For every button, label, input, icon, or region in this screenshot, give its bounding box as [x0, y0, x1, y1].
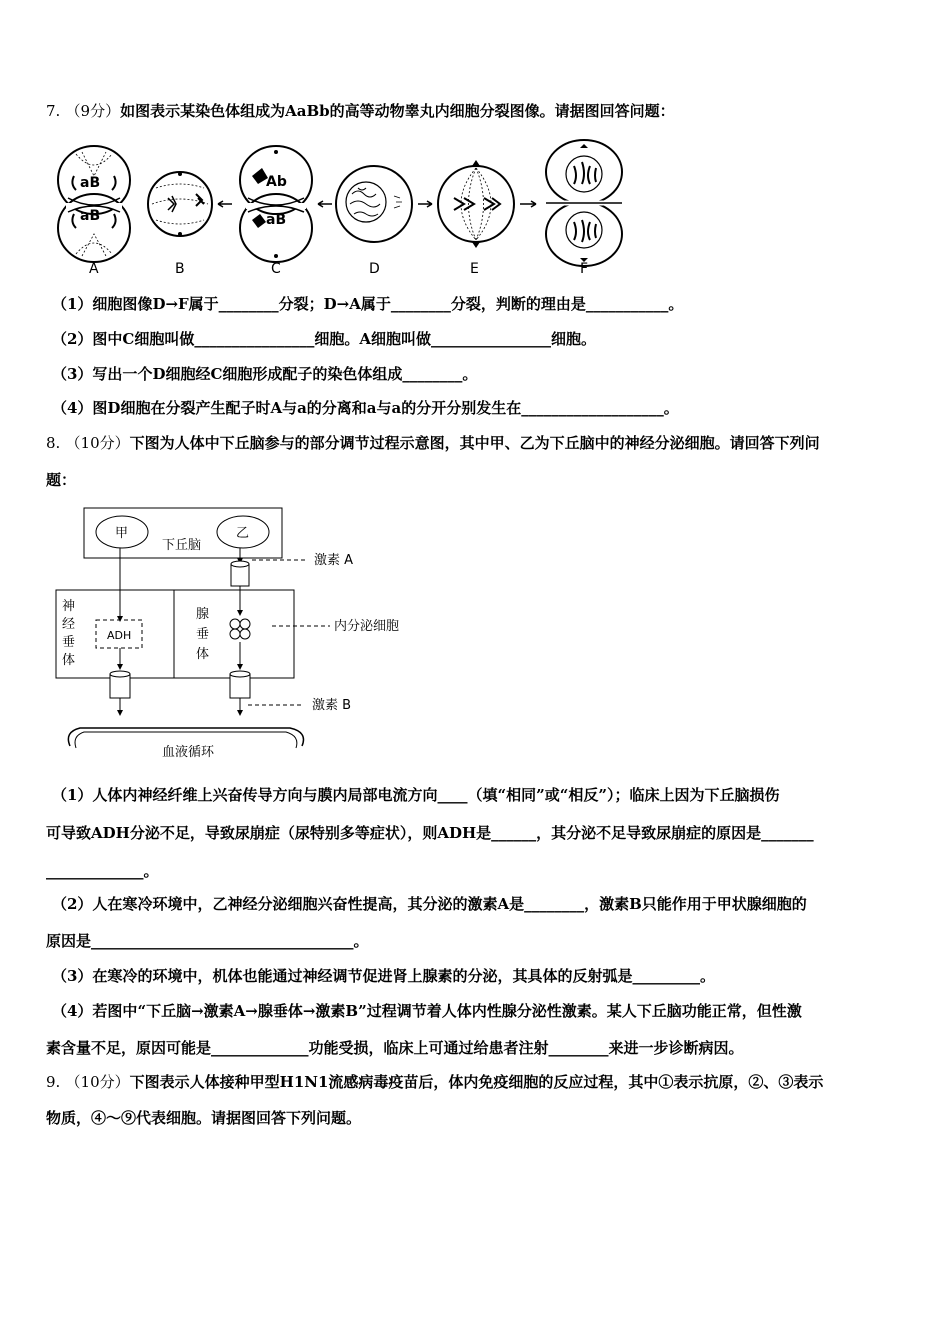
blood-label: 血液循环 [162, 745, 215, 760]
q7-score: （9分） [65, 102, 121, 120]
arrow-d-to-c [318, 201, 332, 207]
arrow-e-to-f [520, 201, 536, 207]
hormone-A-label: 激素 A [314, 553, 354, 568]
hypothalamus-label: 下丘脑 [162, 538, 202, 553]
cell-division-svg [46, 136, 646, 282]
label-C: C [271, 261, 281, 277]
q9-number: 9. [46, 1073, 61, 1091]
q8-sub2-line1: （2）人在寒冷环境中，乙神经分泌细胞兴奋性提高，其分泌的激素A是________，激素B只能作用于甲状腺细胞的 [52, 895, 807, 913]
q7-number: 7. [46, 102, 61, 120]
cell-C [240, 146, 312, 262]
q8-sub4-line2: 素含量不足，原因可能是_____________功能受损，临床上可通过给患者注射________来进一步诊断病因。 [46, 1039, 744, 1057]
q8-sub1-line2: 可导致ADH分泌不足，导致尿崩症（尿特别多等症状），则ADH是______，其分泌不足导致尿崩症的原因是_______ [46, 824, 814, 842]
q7-sub4: （4）图D细胞在分裂产生配子时A与a的分离和a与a的分开分别发生在___________________。 [52, 399, 679, 417]
hormone-B-label: 激素 B [312, 698, 352, 713]
adeno-pituitary-char2: 垂 [196, 627, 210, 642]
adeno-pituitary-char3: 体 [196, 647, 210, 662]
yi-label: 乙 [236, 526, 250, 541]
q7-stem-text: 如图表示某染色体组成为AaBb的高等动物睾丸内细胞分裂图像。请据图回答问题： [120, 102, 675, 120]
q7-sub3: （3）写出一个D细胞经C细胞形成配子的染色体组成________。 [52, 365, 478, 383]
cell-A-bottom-genes: aB [80, 208, 101, 224]
q8-sub4-line1: （4）若图中“下丘脑→激素A→腺垂体→激素B”过程调节着人体内性腺分泌性激素。某人下丘脑功能正常，但性激 [52, 1002, 802, 1020]
neuro-pituitary-char3: 垂 [62, 635, 76, 650]
q8-sub3: （3）在寒冷的环境中，机体也能通过神经调节促进肾上腺素的分泌，其具体的反射弧是_________。 [52, 967, 715, 985]
q8-stem-line2: 题： [46, 471, 77, 489]
arrow-c-to-b [218, 201, 232, 207]
label-D: D [369, 261, 380, 277]
cell-D [336, 166, 412, 242]
q7-sub1: （1）细胞图像D→F属于________分裂；D→A属于________分裂，判断的理由是___________。 [52, 295, 684, 313]
label-B: B [175, 261, 185, 277]
cell-F [546, 140, 622, 266]
q8-sub1-line1: （1）人体内神经纤维上兴奋传导方向与膜内局部电流方向____（填“相同”或“相反”）；临床上因为下丘脑损伤 [52, 786, 780, 804]
cell-B [148, 172, 212, 236]
q7-stem [46, 101, 675, 121]
neuro-pituitary-char4: 体 [62, 653, 76, 668]
cell-A [58, 146, 130, 262]
label-E: E [470, 261, 479, 277]
q7-sub2: （2）图中C细胞叫做________________细胞。A细胞叫做________________细胞。 [52, 330, 597, 348]
cell-C-bottom-genes: aB [266, 212, 287, 228]
pituitary-box [56, 590, 294, 678]
q9-score: （10分） [65, 1073, 130, 1091]
q9-stem-text: 下图表示人体接种甲型H1N1流感病毒疫苗后，体内免疫细胞的反应过程，其中①表示抗原，②、③表示 [129, 1073, 824, 1091]
label-A: A [89, 261, 99, 277]
cell-C-top-genes: Ab [266, 174, 287, 190]
q8-stem-text: 下图为人体中下丘脑参与的部分调节过程示意图，其中甲、乙为下丘脑中的神经分泌细胞。请回答下列问 [129, 434, 820, 452]
neuro-pituitary-char1: 神 [62, 599, 76, 614]
hormone-B-vessel [230, 674, 250, 698]
label-F: F [580, 261, 589, 277]
adeno-pituitary-char1: 腺 [196, 607, 210, 622]
adh-vessel [110, 674, 130, 698]
endocrine-cells [230, 619, 250, 639]
q8-sub2-line2: 原因是___________________________________。 [46, 932, 369, 950]
neuro-pituitary-char2: 经 [62, 617, 76, 632]
hypothalamus-svg [50, 500, 410, 770]
adh-label: ADH [107, 629, 132, 642]
q9-stem-line1 [46, 1072, 823, 1092]
q8-sub1-line3: _____________。 [46, 862, 159, 880]
cell-division-figure [46, 136, 646, 286]
blood-vessel [68, 728, 303, 746]
q8-number: 8. [46, 434, 61, 452]
jia-label: 甲 [115, 526, 129, 541]
endocrine-cell-label: 内分泌细胞 [334, 619, 400, 634]
hypothalamus-figure [50, 500, 410, 774]
q8-stem-line1 [46, 433, 820, 453]
q8-score: （10分） [65, 434, 130, 452]
cell-A-top-genes: aB [80, 175, 101, 191]
arrow-d-to-e [418, 201, 432, 207]
q9-stem-line2: 物质，④～⑨代表细胞。请据图回答下列问题。 [46, 1109, 362, 1127]
cell-E [438, 160, 514, 248]
